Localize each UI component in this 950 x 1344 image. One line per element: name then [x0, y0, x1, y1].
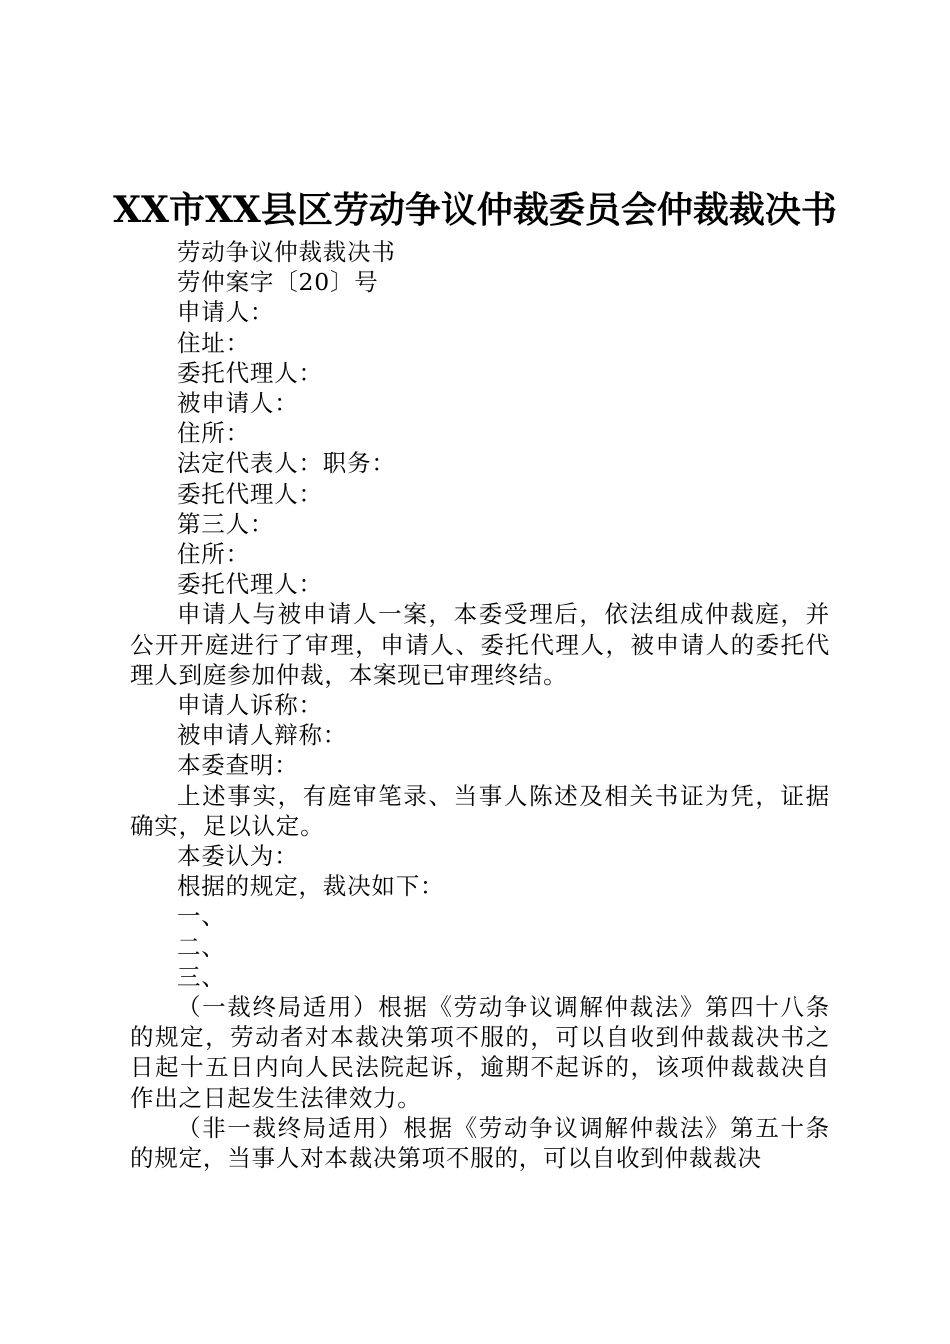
case-number: 劳仲案字〔20〕号	[177, 268, 379, 297]
findings-heading: 本委查明：	[177, 751, 299, 780]
third-party-domicile-field: 住所：	[177, 540, 250, 569]
respondent-domicile-field: 住所：	[177, 419, 250, 448]
evidence-paragraph: 上述事实，有庭审笔录、当事人陈述及相关书证为凭，证据确实，足以认定。	[130, 781, 830, 840]
applicant-address-field: 住址：	[177, 328, 250, 357]
case-intro-paragraph: 申请人与被申请人一案，本委受理后，依法组成仲裁庭，并公开开庭进行了审理，申请人、委托代理人，被申请人的委托代理人到庭参加仲裁，本案现已审理终结。	[130, 600, 830, 689]
applicant-agent-field: 委托代理人：	[177, 358, 323, 387]
committee-opinion-heading: 本委认为：	[177, 842, 299, 871]
third-party-agent-field: 委托代理人：	[177, 570, 323, 599]
applicant-field: 申请人：	[177, 298, 275, 327]
final-ruling-paragraph: （一裁终局适用）根据《劳动争议调解仲裁法》第四十八条的规定，劳动者对本裁决第项不服的，可以自收到仲裁裁决书之日起十五日内向人民法院起诉，逾期不起诉的，该项仲裁裁决自作出之日起发生法律效力。	[130, 993, 830, 1112]
ruling-intro: 根据的规定，裁决如下：	[177, 872, 445, 901]
third-party-field: 第三人：	[177, 509, 275, 538]
respondent-defense-heading: 被申请人辩称：	[177, 721, 348, 750]
legal-representative-field: 法定代表人：职务：	[177, 449, 396, 478]
document-title: XX市XX县区劳动争议仲裁委员会仲裁裁决书	[113, 189, 837, 231]
non-final-ruling-paragraph: （非一裁终局适用）根据《劳动争议调解仲裁法》第五十条的规定，当事人对本裁决第项不服的，可以自收到仲裁裁决	[130, 1113, 830, 1173]
respondent-agent-field: 委托代理人：	[177, 479, 323, 508]
ruling-item-2: 二、	[177, 932, 226, 961]
ruling-item-3: 三、	[177, 962, 226, 991]
respondent-field: 被申请人：	[177, 389, 299, 418]
subtitle: 劳动争议仲裁裁决书	[177, 238, 396, 266]
applicant-claims-heading: 申请人诉称：	[177, 691, 323, 720]
ruling-item-1: 一、	[177, 902, 226, 931]
document-body	[130, 237, 830, 1173]
